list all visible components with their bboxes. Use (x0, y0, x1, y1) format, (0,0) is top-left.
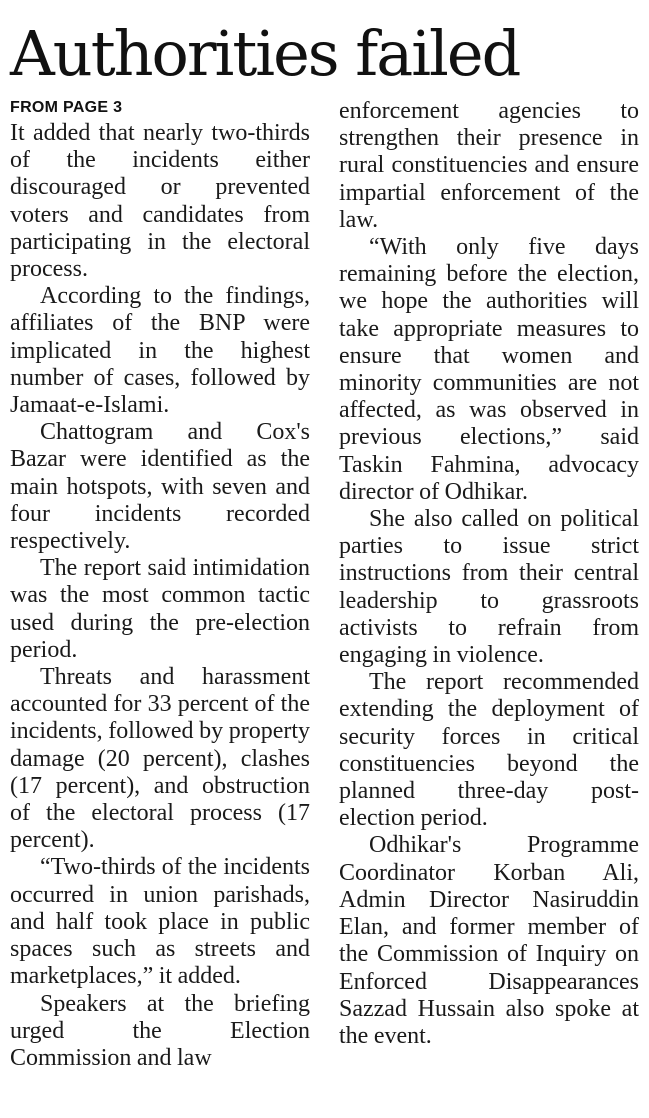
paragraph: According to the findings, affiliates of the BNP were implicated in the highest number of cases, followed by Jamaat-e-Islami. (10, 283, 310, 419)
paragraph: “Two-thirds of the incidents occurred in union parishads, and half took place in public spaces such as streets and marketplaces,” it added. (10, 854, 310, 990)
jump-line: FROM PAGE 3 (10, 99, 123, 116)
paragraph: “With only five days remaining before the election, we hope the authorities will take appropriate measures to ensure that women and minority communities are not affected, as was observed in previous elections,” said Taskin Fahmina, advocacy director of Odhikar. (339, 234, 639, 505)
paragraph: It added that nearly two-thirds of the incidents either discouraged or prevented voters and candidates from participating in the electoral process. (10, 120, 310, 283)
paragraph: Odhikar's Programme Coordinator Korban Ali, Admin Director Nasiruddin Elan, and former member of the Commission of Inquiry on Enforced Disappearances Sazzad Hussain also spoke at the event. (339, 832, 639, 1049)
headline: Authorities failed (10, 17, 520, 90)
paragraph: The report recommended extending the deployment of security forces in critical constituencies beyond the planned three-day post-election period. (339, 669, 639, 832)
paragraph: enforcement agencies to strengthen their presence in rural constituencies and ensure impartial enforcement of the law. (339, 98, 639, 233)
paragraph: She also called on political parties to issue strict instructions from their central leadership to grassroots activists to refrain from engaging in violence. (339, 506, 639, 669)
article-column-left (10, 96, 310, 1072)
paragraph: Speakers at the briefing urged the Election Commission and law (10, 990, 310, 1071)
paragraph: Threats and harassment accounted for 33 percent of the incidents, followed by property damage (20 percent), clashes (17 percent), and obstruction of the electoral process (17 percent). (10, 664, 310, 854)
article-column-right (339, 98, 639, 1050)
paragraph: The report said intimidation was the most common tactic used during the pre-election period. (10, 555, 310, 663)
paragraph: Chattogram and Cox's Bazar were identified as the main hotspots, with seven and four incidents recorded respectively. (10, 419, 310, 555)
